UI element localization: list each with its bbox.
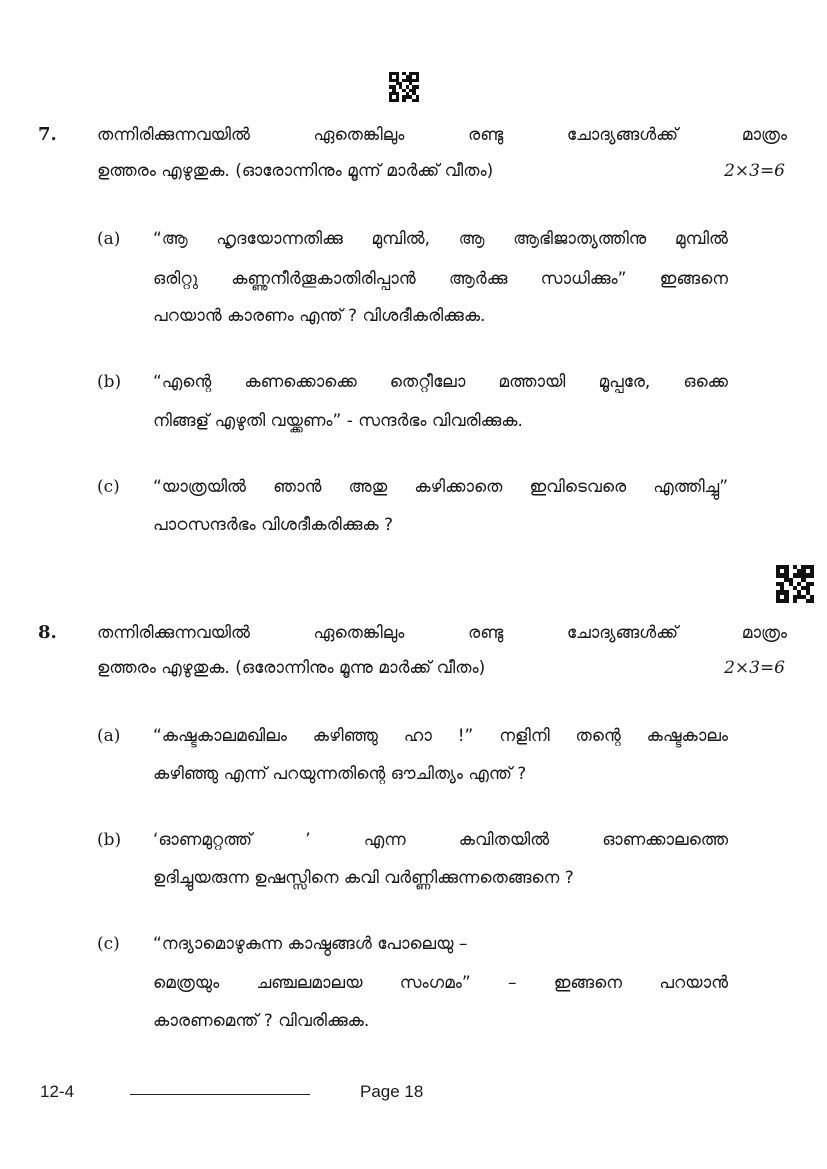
page-number: Page 18 [360, 1082, 424, 1101]
subquestion-line: കാരണമെന്ത് ? വിവരിക്കുക. [153, 1011, 370, 1031]
subquestion-label: (b) [97, 830, 122, 850]
question-number: 8. [38, 622, 57, 643]
subquestion-line: ഉദിച്ചുയരുന്ന ഉഷസ്സിനെ കവി വർണ്ണിക്കുന്നതെങ്ങനെ ? [153, 868, 574, 888]
qr-code-top [389, 72, 419, 102]
subquestion-line: ഒരിറ്റു കണ്ണുനീർതൂകാതിരിപ്പാൻ ആർക്കു സാധിക്കും” ഇങ്ങനെ [153, 269, 728, 289]
subquestion-line: പാഠസന്ദർഭം വിശദീകരിക്കുക ? [153, 515, 394, 535]
question-marks: 2×3=6 [724, 161, 785, 181]
question-instruction-line2: ഉത്തരം എഴുതുക. (ഒരോന്നിനും മൂന്നു മാർക്ക് വീതം) [97, 658, 486, 678]
subquestion-line: “നദ്യാമൊഴുകുന്ന കാഷ്ഠങ്ങൾ പോലെയു – [153, 934, 468, 954]
subquestion-label: (a) [97, 229, 121, 249]
subquestion-line: “ആ ഹൃദയോന്നതിക്കു മുമ്പിൽ, ആ ആഭിജാത്യത്തിനു മുമ്പിൽ [153, 229, 728, 249]
subquestion-label: (c) [97, 934, 120, 954]
question-instruction-line1: തന്നിരിക്കുന്നവയിൽ ഏതെങ്കിലും രണ്ടു ചോദ്യങ്ങൾക്ക് മാത്രം [97, 623, 787, 643]
subquestion-line: മെത്രയും ചഞ്ചലമാലയ സംഗമം” – ഇങ്ങനെ പറയാൻ [153, 973, 728, 993]
paper-code: 12-4 [40, 1082, 75, 1101]
subquestion-label: (a) [97, 726, 121, 746]
subquestion-line: കഴിഞ്ഞു എന്ന് പറയുന്നതിന്റെ ഔചിത്യം എന്ത് ? [153, 764, 527, 784]
subquestion-line: നിങ്ങള് എഴുതി വയ്ക്കണം” - സന്ദർഭം വിവരിക്കുക. [153, 411, 523, 431]
footer-divider [130, 1094, 310, 1095]
subquestion-line: പറയാൻ കാരണം എന്ത് ? വിശദീകരിക്കുക. [153, 306, 486, 326]
question-instruction-line1: തന്നിരിക്കുന്നവയിൽ ഏതെങ്കിലും രണ്ടു ചോദ്യങ്ങൾക്ക് മാത്രം [97, 125, 787, 145]
subquestion-label: (b) [97, 372, 122, 392]
subquestion-line: “യാത്രയിൽ ഞാൻ അതു കഴിക്കാതെ ഇവിടെവരെ എത്തിച്ചു” [153, 477, 728, 497]
qr-code-side [776, 565, 814, 603]
subquestion-label: (c) [97, 477, 120, 497]
subquestion-line: “കഷ്ടകാലമഖിലം കഴിഞ്ഞു ഹാ !” നളിനി തന്റെ കഷ്ടകാലം [153, 726, 728, 746]
question-instruction-line2: ഉത്തരം എഴുതുക. (ഓരോന്നിനും മൂന്ന് മാർക്ക് വീതം) [97, 161, 494, 181]
subquestion-line: “എന്റെ കണക്കൊക്കെ തെറ്റീലോ മത്തായി മൂപ്പരേ, ഒക്കെ [153, 372, 728, 392]
question-number: 7. [38, 124, 57, 145]
subquestion-line: ‘ഓണമുറ്റത്ത് ’ എന്ന കവിതയിൽ ഓണക്കാലത്തെ [153, 830, 728, 850]
question-marks: 2×3=6 [724, 658, 785, 678]
